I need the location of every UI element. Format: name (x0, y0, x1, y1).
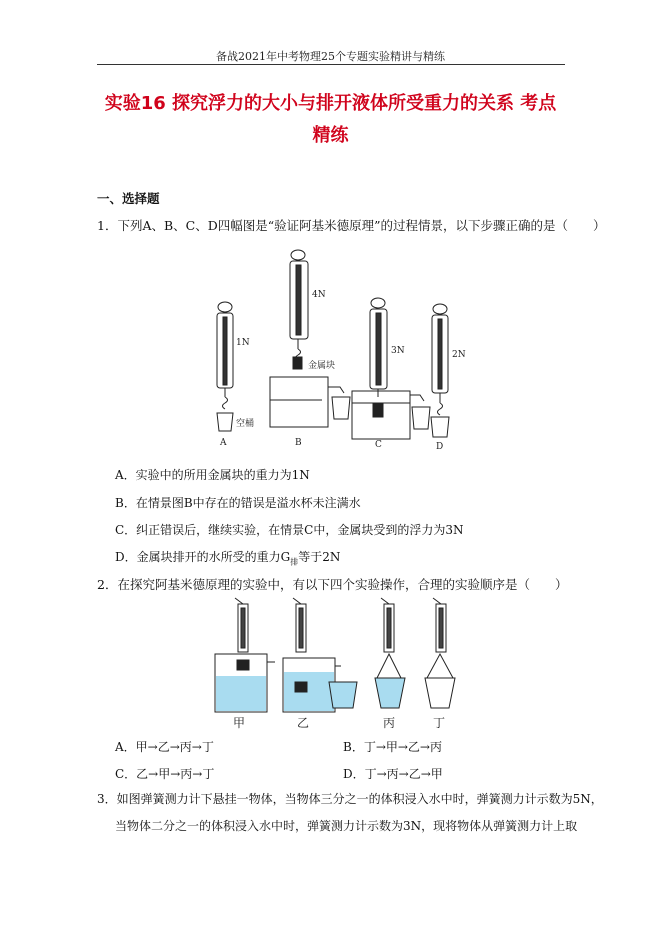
header-divider (97, 64, 565, 65)
q1-option-d: D．金属块排开的水所受的重力$G_排$等于2N (115, 550, 341, 567)
page-title-line1: 实验16 探究浮力的大小与排开液体所受重力的关系 考点 (104, 93, 557, 114)
label-d: D (436, 442, 444, 452)
section-heading: 一、选择题 (97, 191, 160, 206)
reading-a: 1N (236, 338, 250, 348)
setup-ding (425, 598, 455, 708)
question-1-stem: 1．下列A、B、C、D四幅图是“验证阿基米德原理”的过程情景，以下步骤正确的是（ ） (97, 218, 606, 233)
q1-option-c: C．纠正错误后，继续实验，在情景C中，金属块受到的浮力为3N (115, 523, 464, 537)
reading-d: 2N (452, 350, 466, 360)
label-ding: 丁 (433, 716, 446, 730)
setup-jia (215, 598, 275, 712)
question-1-figure (200, 245, 480, 455)
q2-option-a: A．甲→乙→丙→丁 (115, 740, 214, 754)
label-b: B (295, 438, 302, 448)
question-3-line2: 当物体二分之一的体积浸入水中时，弹簧测力计示数为3N，现将物体从弹簧测力计上取 (115, 819, 578, 833)
spring-scale-c (352, 298, 430, 439)
spring-scale-a (217, 302, 233, 431)
reading-b: 4N (312, 290, 326, 300)
page-header: 备战2021年中考物理25个专题实验精讲与精练 (216, 50, 445, 63)
tag-metal-block: 金属块 (308, 361, 336, 371)
page-title-line2: 精练 (312, 125, 349, 146)
label-bing: 丙 (383, 716, 396, 730)
spring-scale-d (431, 304, 449, 437)
q2-option-c: C．乙→甲→丙→丁 (115, 767, 215, 781)
label-yi: 乙 (297, 716, 310, 730)
q1-option-a: A．实验中的所用金属块的重力为1N (115, 468, 310, 482)
label-c: C (375, 440, 382, 450)
spring-scale-b (270, 250, 350, 427)
label-a: A (220, 438, 227, 448)
question-2-figure (205, 596, 485, 731)
question-3-line1: 3．如图弹簧测力计下悬挂一物体，当物体三分之一的体积浸入水中时，弹簧测力计示数为5N， (97, 792, 603, 806)
setup-yi (283, 598, 357, 712)
label-jia: 甲 (233, 716, 246, 730)
setup-bing (375, 598, 405, 708)
reading-c: 3N (391, 346, 405, 356)
q1-option-b: B．在情景图B中存在的错误是溢水杯未注满水 (115, 496, 361, 510)
q2-option-d: D．丁→丙→乙→甲 (343, 767, 443, 781)
q2-option-b: B．丁→甲→乙→丙 (343, 740, 442, 754)
question-2-stem: 2．在探究阿基米德原理的实验中，有以下四个实验操作，合理的实验顺序是（ ） (97, 577, 568, 592)
tag-empty-bucket: 空桶 (236, 419, 255, 429)
